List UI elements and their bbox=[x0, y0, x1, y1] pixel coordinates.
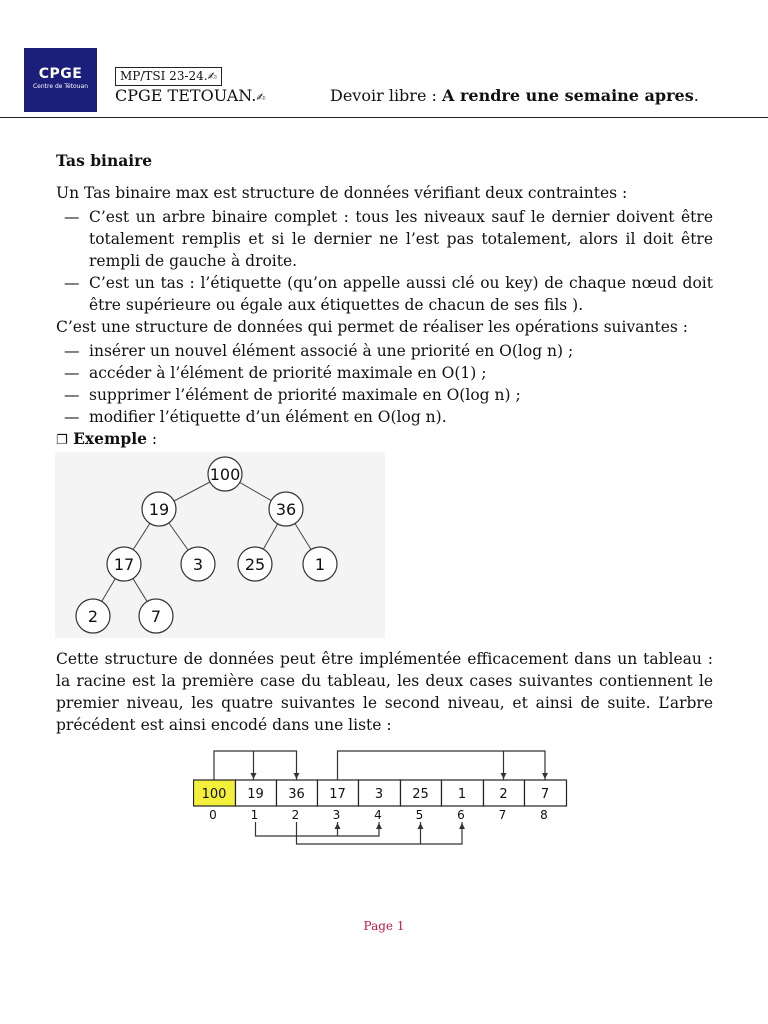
tree-node bbox=[208, 457, 242, 491]
devoir-suffix: . bbox=[693, 86, 699, 105]
tree-node bbox=[107, 547, 141, 581]
tree-node-label: 2 bbox=[87, 607, 99, 626]
dash-marker: — bbox=[64, 408, 80, 426]
intro-text: Un Tas binaire max est structure de données vérifiant deux contraintes : bbox=[56, 184, 628, 202]
dash-marker: — bbox=[64, 342, 80, 360]
tree-node-label: 100 bbox=[209, 465, 241, 484]
tree-node bbox=[181, 547, 215, 581]
devoir-deadline: A rendre une semaine apres bbox=[441, 86, 694, 105]
array-link bbox=[254, 751, 297, 780]
array-link bbox=[214, 751, 254, 780]
main-content bbox=[56, 150, 713, 854]
pen-icon: ✍ bbox=[207, 70, 217, 83]
array-cell bbox=[359, 780, 401, 806]
exemple-colon: : bbox=[146, 430, 158, 448]
array-cell-value: 25 bbox=[412, 787, 429, 802]
array-cell-value: 36 bbox=[288, 787, 305, 802]
tree-node-label: 36 bbox=[275, 500, 297, 519]
array-cell bbox=[194, 780, 236, 806]
array-cell-value: 3 bbox=[374, 787, 384, 802]
tree-node bbox=[269, 492, 303, 526]
array-cell-value: 7 bbox=[540, 787, 550, 802]
tree-node bbox=[238, 547, 272, 581]
array-cell-value: 1 bbox=[457, 787, 467, 802]
operations-intro: C’est une structure de données qui permet de réaliser les opérations suivantes : bbox=[56, 318, 688, 336]
array-index-label: 6 bbox=[457, 808, 465, 822]
constraint-item-text: C’est un arbre binaire complet : tous les niveaux sauf le dernier doivent être totalement remplis et si le dernier ne l’est pas totalement, alors il doit être rempli de gauche à droite. bbox=[89, 208, 713, 270]
array-explanation: Cette structure de données peut être implémentée efficacement dans un tableau : la racine est la première case du tableau, les deux cases suivantes contiennent le premier niveau, les quatre suivantes le second niveau, et ainsi de suite. L’arbre précédent est ainsi encodé dans une liste : bbox=[56, 650, 713, 734]
logo-subtitle: Centre de Tétouan bbox=[32, 83, 89, 90]
array-cell bbox=[318, 780, 359, 806]
arrow-down-icon bbox=[542, 773, 548, 779]
array-index-label: 5 bbox=[415, 808, 424, 822]
page-number: Page 1 bbox=[363, 919, 405, 933]
operation-item-text: accéder à l’élément de priorité maximale en O(1) ; bbox=[89, 364, 487, 382]
arrow-up-icon bbox=[335, 823, 341, 829]
tree-node-label: 7 bbox=[150, 607, 162, 626]
dash-marker: — bbox=[64, 364, 80, 382]
logo-title: CPGE bbox=[38, 66, 83, 82]
constraint-item bbox=[56, 206, 713, 272]
dash-marker: — bbox=[64, 274, 80, 292]
array-index-label: 7 bbox=[498, 808, 507, 822]
constraints-list bbox=[56, 206, 713, 316]
arrow-up-icon bbox=[459, 823, 465, 829]
exemple-heading bbox=[56, 428, 713, 452]
operations-list bbox=[56, 340, 713, 428]
pen-icon: ✍ bbox=[256, 91, 266, 104]
constraint-item bbox=[56, 272, 713, 316]
tree-node-label: 3 bbox=[192, 555, 204, 574]
devoir-prefix: Devoir libre : bbox=[330, 86, 442, 105]
array-cell-value: 2 bbox=[499, 787, 508, 802]
array-link bbox=[338, 751, 546, 780]
array-cell bbox=[484, 780, 525, 806]
arrow-up-icon bbox=[376, 823, 382, 829]
array-cell bbox=[525, 780, 567, 806]
checkbox-icon: ❐ bbox=[56, 433, 68, 448]
operation-item bbox=[56, 340, 713, 362]
devoir-header bbox=[330, 86, 699, 105]
tree-node-label: 1 bbox=[314, 555, 326, 574]
array-cell bbox=[236, 780, 277, 806]
operation-item bbox=[56, 406, 713, 428]
tree-node bbox=[139, 599, 173, 633]
arrow-up-icon bbox=[418, 823, 424, 829]
exemple-label: Exemple bbox=[73, 429, 147, 448]
array-index-label: 1 bbox=[250, 808, 259, 822]
arrow-down-icon bbox=[251, 773, 257, 779]
tree-node bbox=[76, 599, 110, 633]
array-index-label: 8 bbox=[540, 808, 548, 822]
heap-tree-diagram bbox=[55, 452, 385, 638]
school-name: CPGE TETOUAN. bbox=[115, 86, 257, 105]
arrow-down-icon bbox=[294, 773, 300, 779]
array-link bbox=[256, 822, 380, 836]
class-tag-box bbox=[115, 67, 222, 86]
tree-node bbox=[303, 547, 337, 581]
cpge-logo bbox=[24, 48, 97, 112]
tree-node-label: 17 bbox=[113, 555, 135, 574]
school-name-line bbox=[115, 86, 266, 105]
dash-marker: — bbox=[64, 208, 80, 226]
array-cell bbox=[401, 780, 442, 806]
operation-item bbox=[56, 384, 713, 406]
tree-node-label: 19 bbox=[148, 500, 170, 519]
array-cell-value: 17 bbox=[329, 787, 346, 802]
operation-item-text: modifier l’étiquette d’un élément en O(log n). bbox=[89, 408, 447, 426]
array-index-label: 4 bbox=[374, 808, 382, 822]
section-title: Tas binaire bbox=[56, 151, 153, 170]
header-rule bbox=[0, 117, 768, 118]
arrow-down-icon bbox=[501, 773, 507, 779]
array-cell-value: 19 bbox=[247, 787, 264, 802]
array-cell-value: 100 bbox=[201, 787, 227, 802]
tree-node-label: 25 bbox=[244, 555, 266, 574]
array-cell bbox=[277, 780, 318, 806]
operation-item bbox=[56, 362, 713, 384]
operation-item-text: insérer un nouvel élément associé à une priorité en O(log n) ; bbox=[89, 342, 574, 360]
operation-item-text: supprimer l’élément de priorité maximale en O(log n) ; bbox=[89, 386, 521, 404]
array-index-label: 3 bbox=[332, 808, 341, 822]
array-cell bbox=[442, 780, 484, 806]
array-index-label: 2 bbox=[291, 808, 300, 822]
constraint-item-text: C’est un tas : l’étiquette (qu’on appelle aussi clé ou key) de chaque nœud doit être supérieure ou égale aux étiquettes de chacun de ses fils ). bbox=[89, 274, 713, 314]
heap-array-diagram bbox=[193, 744, 573, 854]
array-index-label: 0 bbox=[209, 808, 217, 822]
tree-node bbox=[142, 492, 176, 526]
dash-marker: — bbox=[64, 386, 80, 404]
class-tag: MP/TSI 23-24. bbox=[120, 69, 208, 83]
